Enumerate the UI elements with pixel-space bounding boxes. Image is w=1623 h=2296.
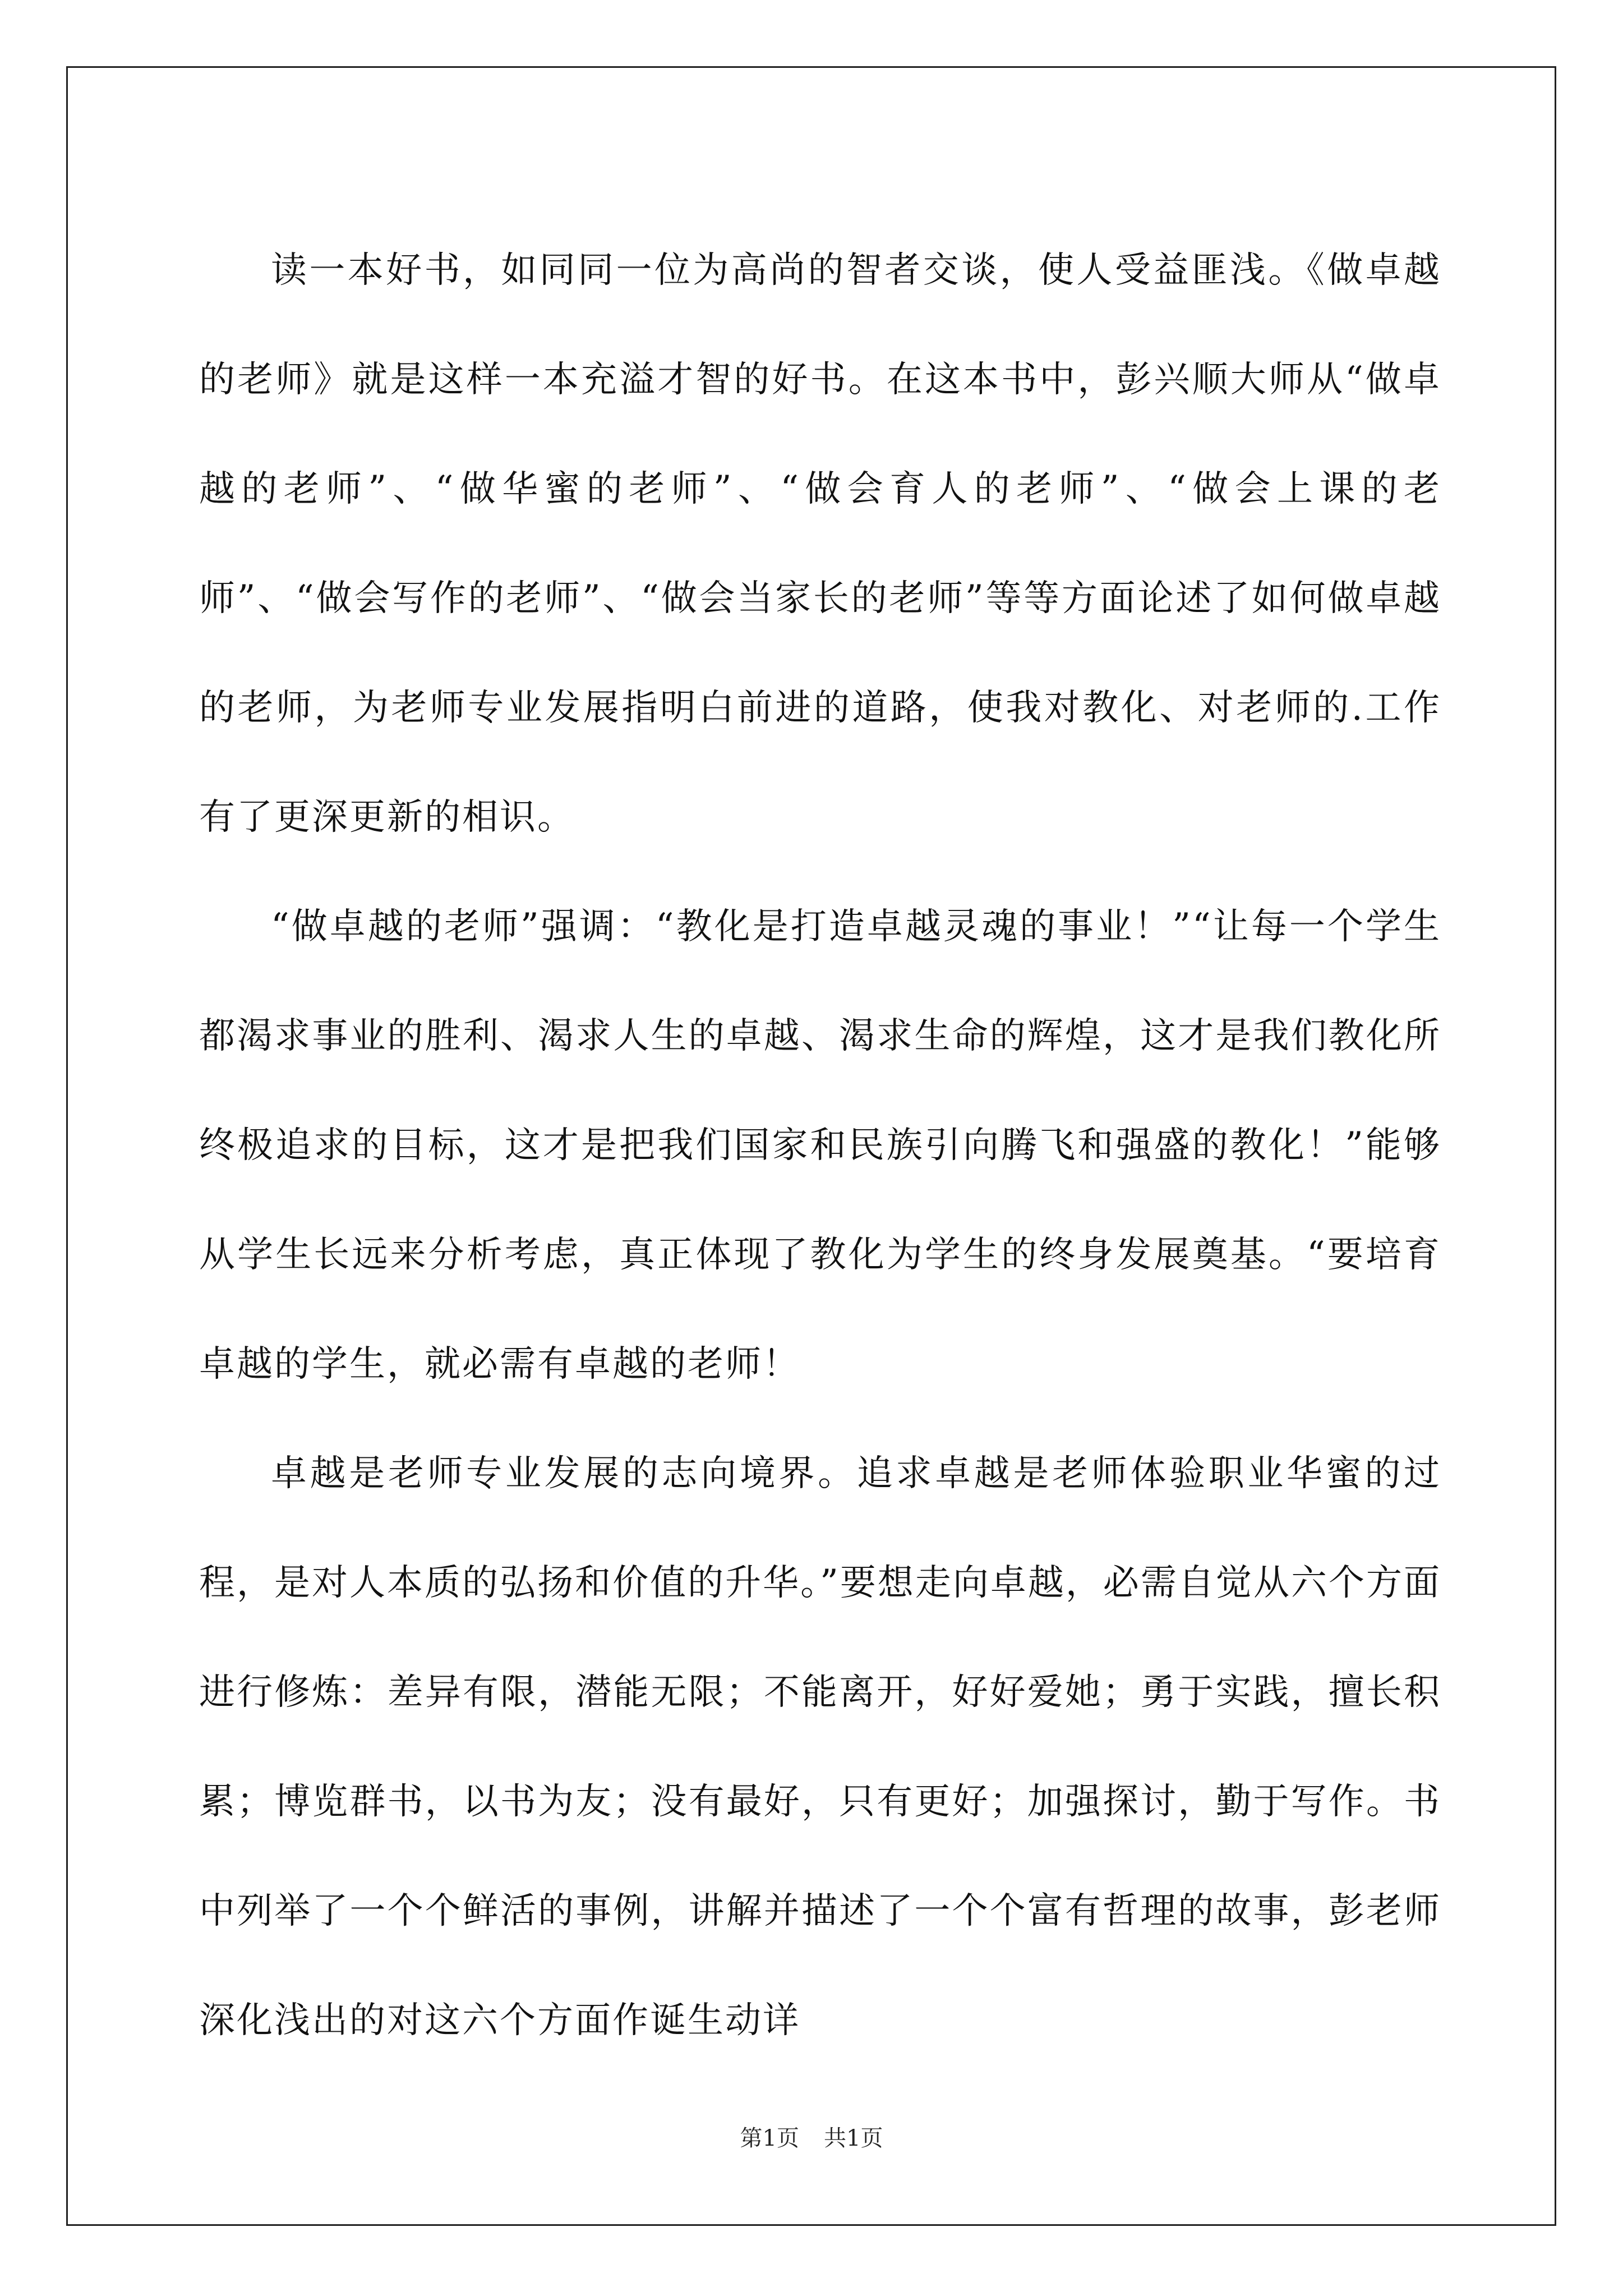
document-body — [199, 216, 1441, 2076]
paragraph-1: 读一本好书，如同同一位为高尚的智者交谈，使人受益匪浅。《做卓越的老师》就是这样一本充溢才智的好书。在这本书中，彭兴顺大师从“做卓越的老师”、“做华蜜的老师”、“做会育人的老师”、“做会上课的老师”、“做会写作的老师”、“做会当家长的老师”等等方面论述了如何做卓越的老师，为老师专业发展指明白前进的道路，使我对教化、对老师的.工作有了更深更新的相识。 — [199, 250, 1441, 838]
paragraph-2: “做卓越的老师”强调：“教化是打造卓越灵魂的事业！”“让每一个学生都渴求事业的胜利、渴求人生的卓越、渴求生命的辉煌，这才是我们教化所终极追求的目标，这才是把我们国家和民族引向腾飞和强盛的教化！”能够从学生长远来分析考虑，真正体现了教化为学生的终身发展奠基。“要培育卓越的学生，就必需有卓越的老师！ — [199, 906, 1441, 1385]
page-number: 第1页 — [740, 2125, 799, 2151]
paragraph-3: 卓越是老师专业发展的志向境界。追求卓越是老师体验职业华蜜的过程，是对人本质的弘扬和价值的升华。”要想走向卓越，必需自觉从六个方面进行修炼：差异有限，潜能无限；不能离开，好好爱她；勇于实践，擅长积累；博览群书，以书为友；没有最好，只有更好；加强探讨，勤于写作。书中列举了一个个鲜活的事例，讲解并描述了一个个富有哲理的故事，彭老师深化浅出的对这六个方面作诞生动详 — [199, 1453, 1441, 2041]
page-footer — [0, 2120, 1623, 2152]
page-total: 共1页 — [824, 2125, 883, 2151]
